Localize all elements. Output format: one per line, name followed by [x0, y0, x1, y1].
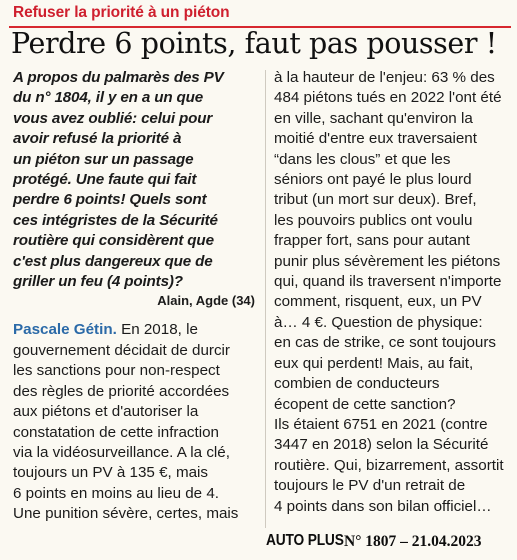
reply-line: qui, quand ils traversent n'importe [274, 273, 502, 291]
reply-line: en ville, sachant qu'environ la [274, 109, 473, 127]
letter-line: protégé. Une faute qui fait [13, 171, 197, 189]
letter-signature: Alain, Agde (34) [157, 293, 255, 309]
reply-line: eux qui perdent! Mais, au fait, [274, 354, 474, 372]
reply-line: “dans les clous” et que les [274, 150, 451, 168]
reply-line: 3447 en 2018) selon la Sécurité [274, 436, 489, 454]
reply-line: constatation de cette infraction [13, 423, 220, 441]
reply-first-line-text: En 2018, le [116, 321, 198, 339]
reply-line: combien de conducteurs [274, 375, 440, 393]
letter-line: c'est plus dangereux que de [13, 252, 213, 270]
letter-line: A propos du palmarès des PV [13, 69, 224, 86]
reply-line: séniors ont payé le plus lourd [274, 171, 472, 189]
reply-line: à… 4 €. Question de physique: [274, 313, 483, 331]
letter-line: du n° 1804, il y en a un que [13, 89, 204, 107]
section-kicker: Refuser la priorité à un piéton [13, 4, 230, 21]
letter-line: un piéton sur un passage [13, 150, 194, 168]
reply-line: gouvernement décidait de durcir [13, 341, 230, 359]
reply-line: écopent de cette sanction? [274, 395, 456, 413]
reply-first-line [13, 320, 261, 340]
letter-line: griller un feu (4 points)? [13, 273, 183, 291]
reply-line: aux piétons et d'autoriser la [13, 403, 199, 421]
right-column [274, 68, 514, 517]
reply-line: Une punition sévère, certes, mais [13, 505, 239, 523]
reply-line: punir plus sévèrement les piétons [274, 252, 501, 270]
letter-line: avoir refusé la priorité à [13, 130, 182, 148]
editor-reply-start [13, 320, 261, 524]
reply-line: via la vidéosurveillance. A la clé, [13, 443, 230, 461]
reply-line: frapper fort, sans pour autant [274, 232, 470, 250]
reply-line: 4 points dans son bilan officiel… [274, 497, 492, 515]
reply-line: 6 points en moins au lieu de 4. [13, 484, 220, 502]
reply-author: Pascale Gétin. [13, 321, 117, 339]
reply-line: à la hauteur de l'enjeu: 63 % des [274, 69, 495, 86]
letter-line: perdre 6 points! Quels sont [13, 191, 207, 209]
letter-line: routière qui considèrent que [13, 232, 214, 250]
reply-line: 484 piétons tués en 2022 l'ont été [274, 89, 502, 107]
reply-line: tribut (un mort sur deux). Bref, [274, 191, 477, 209]
reply-line: moitié d'entre eux traversaient [274, 130, 477, 148]
reply-line: des règles de priorité accordées [13, 382, 230, 400]
magazine-brand: AUTO PLUS [266, 532, 344, 549]
reply-line: en cas de strike, ce sont toujours [274, 334, 497, 352]
reply-line: les pouvoirs publics ont voulu [274, 211, 473, 229]
reply-line: comment, risquent, eux, un PV [274, 293, 482, 311]
reply-line: toujours un PV à 135 €, mais [13, 464, 209, 482]
reader-letter [13, 68, 261, 292]
left-column [13, 68, 261, 525]
reply-line: les sanctions pour non-respect [13, 362, 220, 380]
paragraph-gap [13, 309, 261, 320]
reply-line: routière. Qui, bizarrement, assortit [274, 456, 504, 474]
reply-line: Ils étaient 6751 en 2021 (contre [274, 415, 488, 433]
column-divider [265, 70, 266, 528]
letter-line: vous avez oublié: celui pour [13, 109, 213, 127]
reply-line: toujours le PV d'un retrait de [274, 477, 466, 495]
letter-line: ces intégristes de la Sécurité [13, 211, 218, 229]
issue-reference: N° 1807 – 21.04.2023 [344, 533, 482, 550]
article-headline: Perdre 6 points, faut pas pousser ! [11, 27, 497, 60]
